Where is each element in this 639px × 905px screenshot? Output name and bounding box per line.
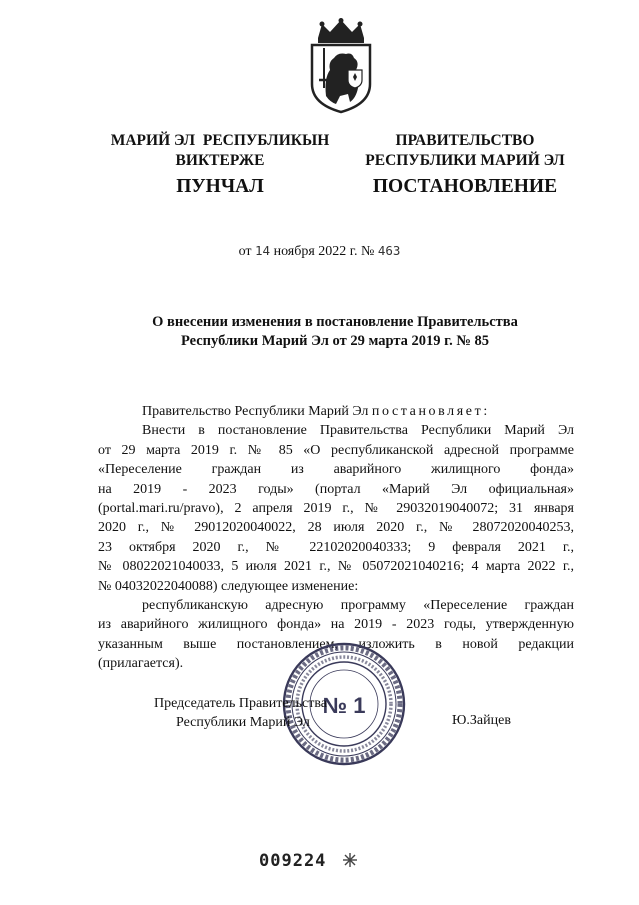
date-month-year: ноября 2022 г. № [273,244,375,259]
p1-line: 2020 г., № 29012020040022, 28 июля 2020 г., № 28072020040253, [98,520,574,536]
p2-line-last: (прилагается). [98,656,184,672]
document-date-line [0,243,639,260]
serial-mark-icon [342,852,358,868]
signatory-position-line2: Республики Марий Эл [176,715,310,730]
header-right-doc-type: ПОСТАНОВЛЕНИЕ [372,176,558,197]
header-left-line2: ВИКТЕРЖЕ [175,152,265,169]
p1-line-last: № 04032022040088) следующее изменение: [98,578,359,594]
header-left-line1: МАРИЙ ЭЛ РЕСПУБЛИКЫН [110,132,330,149]
date-prefix: от [238,244,252,259]
subject-line2: Республики Марий Эл от 29 марта 2019 г. № 85 [180,333,490,349]
p1-line: на 2019 - 2023 годы» (портал «Марий Эл официальная» [98,481,574,497]
intro-resolves: постановляет: [371,404,490,419]
signatory-position-line1: Председатель Правительства [154,696,327,711]
p1-line: (portal.mari.ru/pravo), 2 апреля 2019 г., № 29032019040072; 31 января [98,501,574,517]
seal-number: № 1 [322,693,366,718]
header-right-line1: ПРАВИТЕЛЬСТВО [395,132,535,149]
serial-digits: 009224 [259,851,327,871]
signatory-position [154,694,327,732]
p1-line: 23 октября 2020 г., № 22102020040333; 9 февраля 2021 г., [98,539,574,555]
p2-line: республиканскую адресную программу «Переселение граждан [142,598,574,614]
coat-of-arms-emblem [304,18,378,114]
subject-line1: О внесении изменения в постановление Правительства [152,314,518,330]
header-left-doc-type: ПУНЧАЛ [176,176,264,197]
p2-line: из аварийного жилищного фонда» на 2019 - 2023 годы, утвержденную [98,617,574,633]
p1-line: № 08022021040033, 5 июля 2021 г., № 05072021040216; 4 марта 2022 г., [98,559,574,575]
document-subject [100,313,570,351]
p2-line: указанным выше постановлением, изложить в новой редакции [98,636,574,652]
header-left-authority [70,131,370,171]
body-paragraph-1 [98,421,574,596]
form-serial-number [259,851,358,871]
intro-text: Правительство Республики Марий Эл [142,404,369,419]
p1-line: Внести в постановление Правительства Республики Марий Эл [142,423,574,439]
signatory-name: Ю.Зайцев [452,713,511,728]
date-day: 14 [255,243,271,258]
p1-line: от 29 марта 2019 г. № 85 «О республиканской адресной программе [98,442,574,458]
p1-line: «Переселение граждан из аварийного жилищного фонда» [98,462,574,478]
document-body [98,402,574,674]
body-intro [98,402,574,421]
header-right-authority [340,131,590,171]
document-number: 463 [377,243,401,258]
header-right-line2: РЕСПУБЛИКИ МАРИЙ ЭЛ [365,152,565,169]
